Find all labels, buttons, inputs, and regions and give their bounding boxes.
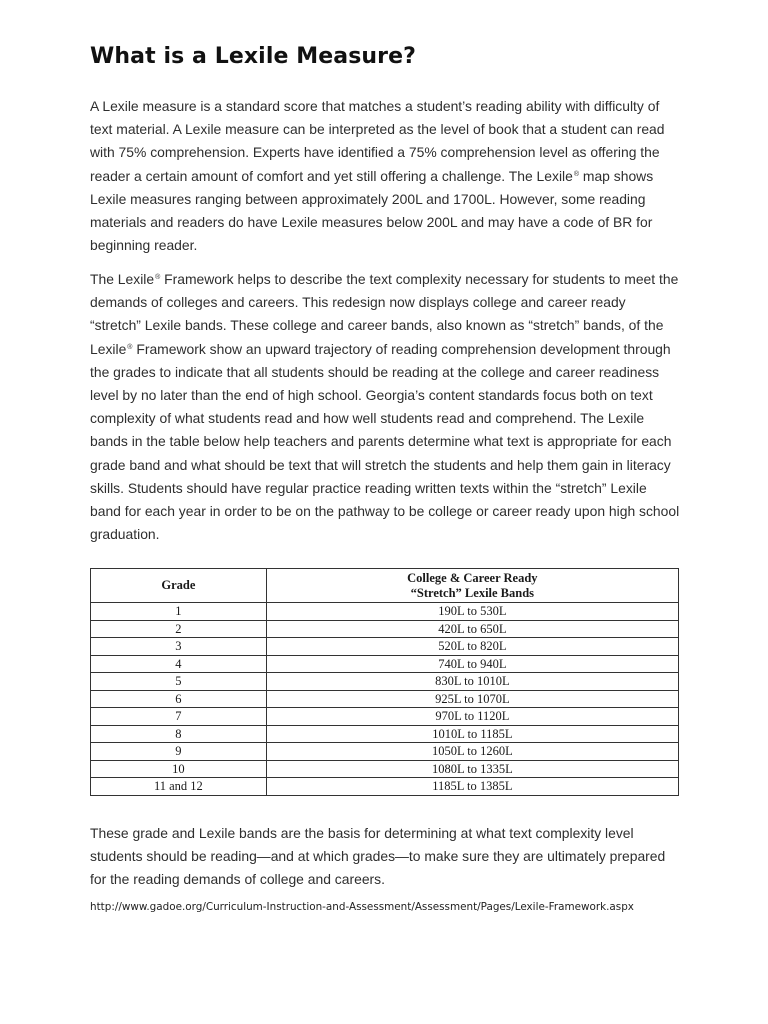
framework-paragraph bbox=[90, 268, 680, 546]
grade-cell: 11 and 12 bbox=[91, 778, 267, 796]
lexile-band-cell: 190L to 530L bbox=[266, 603, 678, 621]
table-row bbox=[91, 743, 679, 761]
intro-paragraph bbox=[90, 95, 680, 257]
grade-cell: 2 bbox=[91, 620, 267, 638]
grade-cell: 7 bbox=[91, 708, 267, 726]
page-title: What is a Lexile Measure? bbox=[90, 44, 416, 69]
lexile-band-cell: 520L to 820L bbox=[266, 638, 678, 656]
grade-cell: 4 bbox=[91, 655, 267, 673]
table-row bbox=[91, 620, 679, 638]
table-row bbox=[91, 760, 679, 778]
lexile-band-column-header bbox=[266, 569, 678, 603]
lexile-band-cell: 1185L to 1385L bbox=[266, 778, 678, 796]
lexile-band-cell: 740L to 940L bbox=[266, 655, 678, 673]
lexile-band-cell: 420L to 650L bbox=[266, 620, 678, 638]
grade-cell: 8 bbox=[91, 725, 267, 743]
framework-text-part3: Framework show an upward trajectory of reading comprehension development through the grades to indicate that all students should be reading at the college and career readiness level by no later than the end of high school. Georgia’s content standards focus both on text complexity of what students read and how well students read and comprehend. The Lexile bands in the table below help teachers and parents determine what text is appropriate for each grade band and what should be text that will stretch the students and help them gain in literacy skills. Students should have regular practice reading written texts within the “stretch” Lexile band for each year in order to be on the pathway to be college or career ready upon high school graduation. bbox=[90, 340, 680, 543]
table-row bbox=[91, 725, 679, 743]
lexile-bands-table bbox=[90, 568, 679, 796]
registered-mark: ® bbox=[573, 170, 580, 178]
grade-cell: 1 bbox=[91, 603, 267, 621]
table-row bbox=[91, 708, 679, 726]
table-row bbox=[91, 690, 679, 708]
table-row bbox=[91, 655, 679, 673]
lexile-band-cell: 925L to 1070L bbox=[266, 690, 678, 708]
intro-text-end: map shows Lexile measures ranging between approximately 200L and 1700L. However, some reading materials and readers do have Lexile measures below 200L and may have a code of BR for beginning reader. bbox=[90, 167, 654, 254]
lexile-band-cell: 1010L to 1185L bbox=[266, 725, 678, 743]
grade-cell: 5 bbox=[91, 673, 267, 691]
grade-cell: 3 bbox=[91, 638, 267, 656]
intro-text-start: A Lexile measure is a standard score that matches a student’s reading ability with difficulty of text material. A Lexile measure can be interpreted as the level of book that a student can read with 75% comprehension. Experts have identified a 75% comprehension level as offering the reader a certain amount of comfort and yet still offering a challenge. The Lexile bbox=[90, 98, 665, 184]
table-row bbox=[91, 673, 679, 691]
registered-mark: ® bbox=[155, 274, 161, 281]
grade-column-header: Grade bbox=[91, 569, 267, 603]
lexile-band-header-line1: College & Career Ready bbox=[407, 570, 538, 585]
table-header-row bbox=[91, 569, 679, 603]
table-row bbox=[91, 638, 679, 656]
grade-cell: 10 bbox=[91, 760, 267, 778]
registered-mark: ® bbox=[127, 343, 133, 351]
table-row bbox=[91, 778, 679, 796]
grade-cell: 9 bbox=[91, 743, 267, 761]
lexile-band-header-line2: “Stretch” Lexile Bands bbox=[410, 585, 535, 600]
grade-cell: 6 bbox=[91, 690, 267, 708]
framework-text-part2: Framework helps to describe the text complexity necessary for students to meet the demands of colleges and careers. This redesign now displays college and career ready “stretch” Lexile bands. These college and career bands, also known as “stretch” bands, of the Lexile bbox=[90, 271, 679, 357]
lexile-band-cell: 830L to 1010L bbox=[266, 673, 678, 691]
lexile-band-cell: 1080L to 1335L bbox=[266, 760, 678, 778]
lexile-band-cell: 970L to 1120L bbox=[266, 708, 678, 726]
table-row bbox=[91, 603, 679, 621]
framework-text-part1: The Lexile bbox=[90, 271, 155, 287]
conclusion-paragraph: These grade and Lexile bands are the basis for determining at what text complexity level students should be reading—and at which grades—to make sure they are ultimately prepared for the reading demands of college and careers. bbox=[90, 825, 666, 888]
lexile-band-cell: 1050L to 1260L bbox=[266, 743, 678, 761]
source-url: http://www.gadoe.org/Curriculum-Instruction-and-Assessment/Assessment/Pages/Lexile-Framework.aspx bbox=[90, 901, 634, 913]
